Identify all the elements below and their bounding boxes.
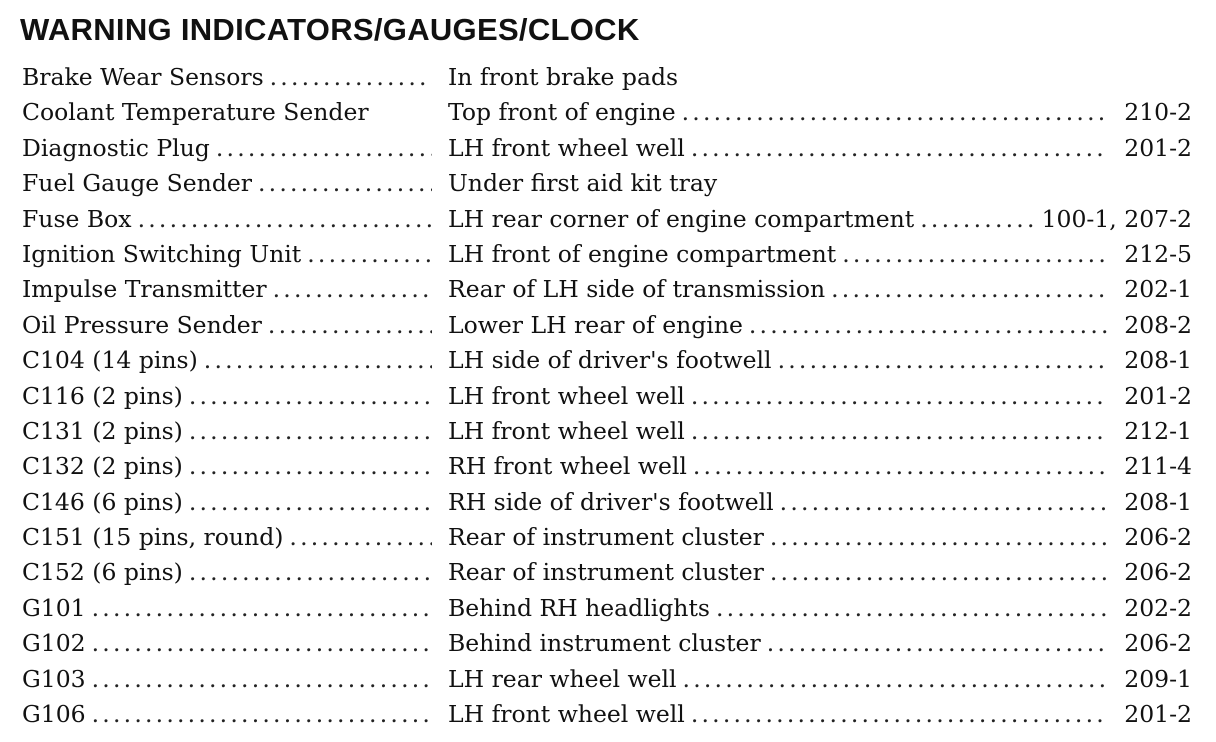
leader-dots [710, 591, 1108, 626]
location-text: In front brake pads [448, 63, 679, 91]
leader-dots [183, 485, 432, 520]
list-item [0, 485, 1216, 520]
component-name-cell [22, 626, 432, 661]
location-text: LH front wheel well [448, 700, 685, 729]
page-reference: 212-5 [1124, 239, 1192, 268]
leader-dots [676, 95, 1108, 130]
page-title: WARNING INDICATORS/GAUGES/CLOCK [20, 12, 640, 47]
location-cell [448, 60, 1108, 95]
list-item [0, 626, 1216, 661]
leader-dots [262, 308, 432, 343]
component-name-cell [22, 95, 432, 130]
leader-dots [687, 449, 1108, 484]
component-name-cell [22, 449, 432, 484]
component-name-cell [22, 60, 432, 95]
page-reference: 209-1 [1124, 664, 1192, 693]
leader-dots [183, 555, 432, 590]
location-cell [448, 485, 1108, 520]
component-name: G102 [22, 629, 86, 658]
component-name: Diagnostic Plug [22, 133, 210, 162]
list-item [0, 414, 1216, 449]
leader-dots [825, 272, 1108, 307]
component-name: G103 [22, 664, 86, 693]
component-name-cell [22, 272, 432, 307]
leader-dots [764, 555, 1108, 590]
list-item [0, 591, 1216, 626]
list-item [0, 131, 1216, 166]
list-item [0, 379, 1216, 414]
list-item [0, 662, 1216, 697]
location-text: RH side of driver's footwell [448, 487, 774, 516]
component-name: C146 (6 pins) [22, 487, 183, 516]
leader-dots [774, 485, 1108, 520]
location-cell [448, 626, 1108, 661]
page-reference: 201-2 [1124, 133, 1192, 162]
location-text: LH front of engine compartment [448, 239, 837, 268]
location-text: LH front wheel well [448, 133, 685, 162]
list-item [0, 95, 1216, 130]
location-text: Rear of LH side of transmission [448, 275, 826, 304]
component-name-cell [22, 379, 432, 414]
leader-dots [685, 697, 1108, 732]
list-item [0, 202, 1216, 237]
page-reference: 208-1 [1124, 346, 1192, 375]
leader-dots [86, 626, 432, 661]
location-cell [448, 591, 1108, 626]
location-text: LH front wheel well [448, 381, 685, 410]
location-text: Rear of instrument cluster [448, 523, 764, 552]
component-name: G106 [22, 700, 86, 729]
leader-dots [836, 237, 1108, 272]
page-reference: 208-1 [1124, 487, 1192, 516]
list-item [0, 343, 1216, 378]
component-name-cell [22, 591, 432, 626]
component-name: Oil Pressure Sender [22, 310, 262, 339]
component-name-cell [22, 697, 432, 732]
leader-dots [301, 237, 432, 272]
component-name: C131 (2 pins) [22, 416, 183, 445]
location-cell [448, 202, 1033, 237]
page-reference: 206-2 [1124, 558, 1192, 587]
leader-dots [183, 449, 432, 484]
leader-dots [198, 343, 432, 378]
location-cell [448, 131, 1108, 166]
component-name-cell [22, 555, 432, 590]
component-name-cell [22, 202, 432, 237]
location-text: Top front of engine [448, 98, 676, 127]
leader-dots [283, 520, 432, 555]
component-name: G101 [22, 593, 86, 622]
leader-dots [183, 379, 432, 414]
location-cell [448, 697, 1108, 732]
leader-dots [772, 343, 1108, 378]
location-cell [448, 95, 1108, 130]
leader-dots [86, 697, 432, 732]
component-name-cell [22, 662, 432, 697]
location-text: RH front wheel well [448, 452, 687, 481]
leader-dots [264, 60, 432, 95]
component-name-cell [22, 308, 432, 343]
location-cell [448, 379, 1108, 414]
page-reference: 211-4 [1124, 452, 1192, 481]
component-name-cell [22, 343, 432, 378]
location-text: Under first aid kit tray [448, 169, 718, 198]
component-name: Impulse Transmitter [22, 275, 267, 304]
leader-dots [743, 308, 1108, 343]
location-text: LH rear wheel well [448, 664, 677, 693]
location-cell [448, 555, 1108, 590]
page-reference: 100-1, 207-2 [1041, 204, 1192, 233]
location-cell [448, 166, 1108, 201]
leader-dots [685, 414, 1108, 449]
location-text: Rear of instrument cluster [448, 558, 764, 587]
leader-dots [685, 131, 1108, 166]
list-item [0, 520, 1216, 555]
list-item [0, 237, 1216, 272]
leader-dots [86, 662, 432, 697]
location-cell [448, 237, 1108, 272]
list-item [0, 308, 1216, 343]
component-name: C104 (14 pins) [22, 346, 198, 375]
location-cell [448, 520, 1108, 555]
component-name-cell [22, 485, 432, 520]
page-reference: 212-1 [1124, 416, 1192, 445]
list-item [0, 449, 1216, 484]
leader-dots [210, 131, 432, 166]
leader-dots [761, 626, 1108, 661]
list-item [0, 60, 1216, 95]
component-name: C151 (15 pins, round) [22, 523, 284, 552]
component-name-cell [22, 237, 432, 272]
location-text: Behind RH headlights [448, 593, 710, 622]
leader-dots [132, 202, 432, 237]
location-text: Lower LH rear of engine [448, 310, 743, 339]
component-name-cell [22, 414, 432, 449]
page-reference: 210-2 [1124, 98, 1192, 127]
location-text: LH rear corner of engine compartment [448, 204, 915, 233]
location-cell [448, 272, 1108, 307]
page-reference: 202-2 [1124, 593, 1192, 622]
component-name-cell [22, 520, 432, 555]
location-cell [448, 414, 1108, 449]
leader-dots [914, 202, 1033, 237]
component-name: C152 (6 pins) [22, 558, 183, 587]
leader-dots [252, 166, 432, 201]
list-item [0, 272, 1216, 307]
list-item [0, 697, 1216, 732]
location-cell [448, 343, 1108, 378]
list-item [0, 166, 1216, 201]
page-reference: 202-1 [1124, 275, 1192, 304]
component-name: Fuel Gauge Sender [22, 169, 252, 198]
page-reference: 206-2 [1124, 629, 1192, 658]
leader-dots [183, 414, 432, 449]
leader-dots [764, 520, 1108, 555]
component-name: Ignition Switching Unit [22, 239, 302, 268]
location-text: LH side of driver's footwell [448, 346, 772, 375]
component-name: C132 (2 pins) [22, 452, 183, 481]
component-name-cell [22, 166, 432, 201]
leader-dots [267, 272, 432, 307]
component-name: C116 (2 pins) [22, 381, 183, 410]
component-name: Fuse Box [22, 204, 132, 233]
page-reference: 208-2 [1124, 310, 1192, 339]
list-item [0, 555, 1216, 590]
component-name: Brake Wear Sensors [22, 63, 264, 91]
location-text: Behind instrument cluster [448, 629, 761, 658]
location-cell [448, 449, 1108, 484]
page-reference: 201-2 [1124, 381, 1192, 410]
page-reference: 206-2 [1124, 523, 1192, 552]
page-reference: 201-2 [1124, 700, 1192, 729]
location-text: LH front wheel well [448, 416, 685, 445]
component-location-list [0, 60, 1216, 732]
component-name-cell [22, 131, 432, 166]
location-cell [448, 662, 1108, 697]
location-cell [448, 308, 1108, 343]
leader-dots [677, 662, 1108, 697]
leader-dots [685, 379, 1108, 414]
leader-dots [86, 591, 432, 626]
component-name: Coolant Temperature Sender [22, 98, 369, 127]
